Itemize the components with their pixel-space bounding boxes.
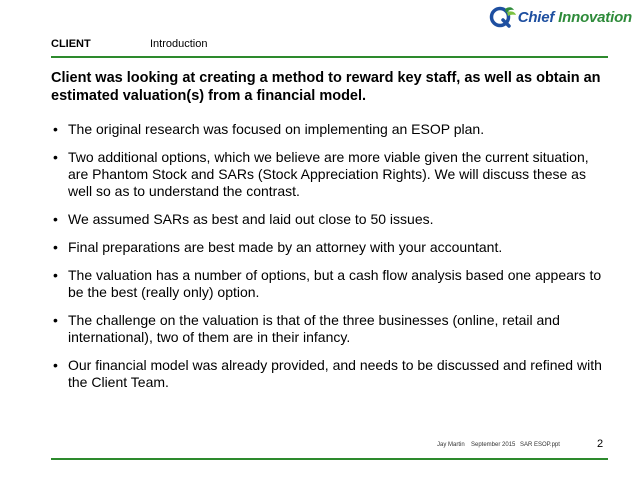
footer-divider [51,458,608,460]
bullet-list [51,121,611,402]
bullet-item: • Final preparations are best made by an attorney with your accountant. [51,239,611,256]
footer-date: September 2015 [471,442,516,448]
bullet-item: • We assumed SARs as best and laid out close to 50 issues. [51,211,611,228]
footer-filename: SAR ESOP.ppt [520,442,560,448]
bullet-item: • The valuation has a number of options, but a cash flow analysis based one appears to be the best (really only) option. [51,267,611,301]
bullet-item: • The original research was focused on implementing an ESOP plan. [51,121,611,138]
section-label: CLIENT [51,38,91,50]
logo-wordmark [518,9,632,26]
bullet-item: • Our financial model was already provided, and needs to be discussed and refined with the Client Team. [51,357,611,391]
bullet-item: • Two additional options, which we believe are more viable given the current situation, are Phantom Stock and SARs (Stock Appreciation Rights). We will discuss these as well so as to understand the contrast. [51,149,611,200]
company-logo [489,6,632,28]
header-divider [51,56,608,58]
page-number: 2 [597,438,604,450]
logo-text-accent: Innovation [558,8,632,26]
bullet-item: • The challenge on the valuation is that of the three businesses (online, retail and international), two of them are in their infancy. [51,312,611,346]
logo-q-icon [489,6,517,28]
logo-text-main: Chief [517,8,559,26]
slide-headline: Client was looking at creating a method to reward key staff, as well as obtain an estimated valuation(s) from a financial model. [51,70,601,104]
section-title: Introduction [150,38,208,50]
footer-author: Jay Martin [437,442,465,448]
